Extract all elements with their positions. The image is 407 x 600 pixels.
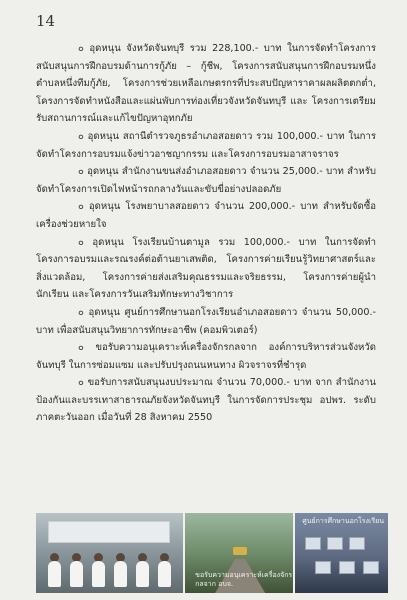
photo-caption-2: ขอรับความอนุเคราะห์เครื่องจักรกลจาก อบจ.: [195, 571, 293, 588]
page-number: 14: [36, 12, 56, 30]
paragraph-8: ๐ ขอรับการสนับสนุนงบประมาณ จำนวน 70,000.- บาท จาก สำนักงานป้องกันและบรรเทาสาธารณภัยจังหวัดจันทบุรี ในการจัดการประชุม อปพร. ระดับภาคตะวันออก เมื่อวันที่ 28 สิงหาคม 2550: [36, 377, 376, 424]
paragraph-1: ๐ อุดหนุน จังหวัดจันทบุรี รวม 228,100.- บาท ในการจัดทำโครงการสนับสนุนการฝึกอบรมด้านการกู้ภัย – กู้ชีพ, โครงการสนับสนุนการฝึกอบรมหนึ่งตำบลหนึ่งทีมกู้ภัย, โครงการช่วยเหลือเกษตรกรที่ประสบปัญหาราคาผลผลิตตกต่ำ, โครงการจัดทำหนังสือและแผ่นพับการท่องเที่ยวจังหวัดจันทบุรี และ โครงการเตรียมรับสถานการณ์และแก้ไขปัญหาอุทกภัย: [36, 43, 376, 125]
paragraph-7: ๐ ขอรับความอนุเคราะห์เครื่องจักรกลจาก องค์การบริหารส่วนจังหวัดจันทบุรี ในการซ่อมแซม และปรับปรุงถนนหนทาง ผิวจราจรที่ชำรุด: [36, 342, 376, 371]
road-vehicle: [233, 547, 247, 555]
photo-banner: [48, 521, 170, 543]
photo-caption-3: ศูนย์การศึกษานอกโรงเรียน: [302, 517, 385, 525]
photo-group-ceremony: [36, 513, 183, 593]
paragraph-2: ๐ อุดหนุน สถานีตำรวจภูธรอำเภอสอยดาว รวม 100,000.- บาท ในการจัดทำโครงการอบรมแจ้งข่าวอาชญากรรม และโครงการอบรมอาสาจราจร: [36, 130, 376, 160]
photo-road-works: [185, 513, 292, 593]
paragraph-5: ๐ อุดหนุน โรงเรียนบ้านตามูล รวม 100,000.- บาท ในการจัดทำโครงการอบรมและรณรงค์ต่อต้านยาเสพติด, โครงการค่ายเรียนรู้วิทยาศาสตร์และสิ่งแวดล้อม, โครงการค่ายส่งเสริมคุณธรรมและจริยธรรม, โครงการค่ายผู้นำนักเรียน และโครงการวันเสริมทักษะทางวิชาการ: [36, 236, 376, 301]
photo-computer-class: [295, 513, 388, 593]
paragraph-3: ๐ อุดหนุน สำนักงานขนส่งอำเภอสอยดาว จำนวน 25,000.- บาท สำหรับจัดทำโครงการเปิดไฟหน้ารถกลางวันและขับขี่อย่างปลอดภัย: [36, 166, 376, 195]
paragraph-6: ๐ อุดหนุน ศูนย์การศึกษานอกโรงเรียนอำเภอสอยดาว จำนวน 50,000.- บาท เพื่อสนับสนุนวิทยาการทักษะอาชีพ (คอมพิวเตอร์): [36, 306, 376, 336]
paragraph-4: ๐ อุดหนุน โรงพยาบาลสอยดาว จำนวน 200,000.- บาท สำหรับจัดซื้อเครื่องช่วยหายใจ: [36, 201, 376, 230]
photo-strip: [36, 513, 388, 593]
document-body: [36, 40, 376, 427]
